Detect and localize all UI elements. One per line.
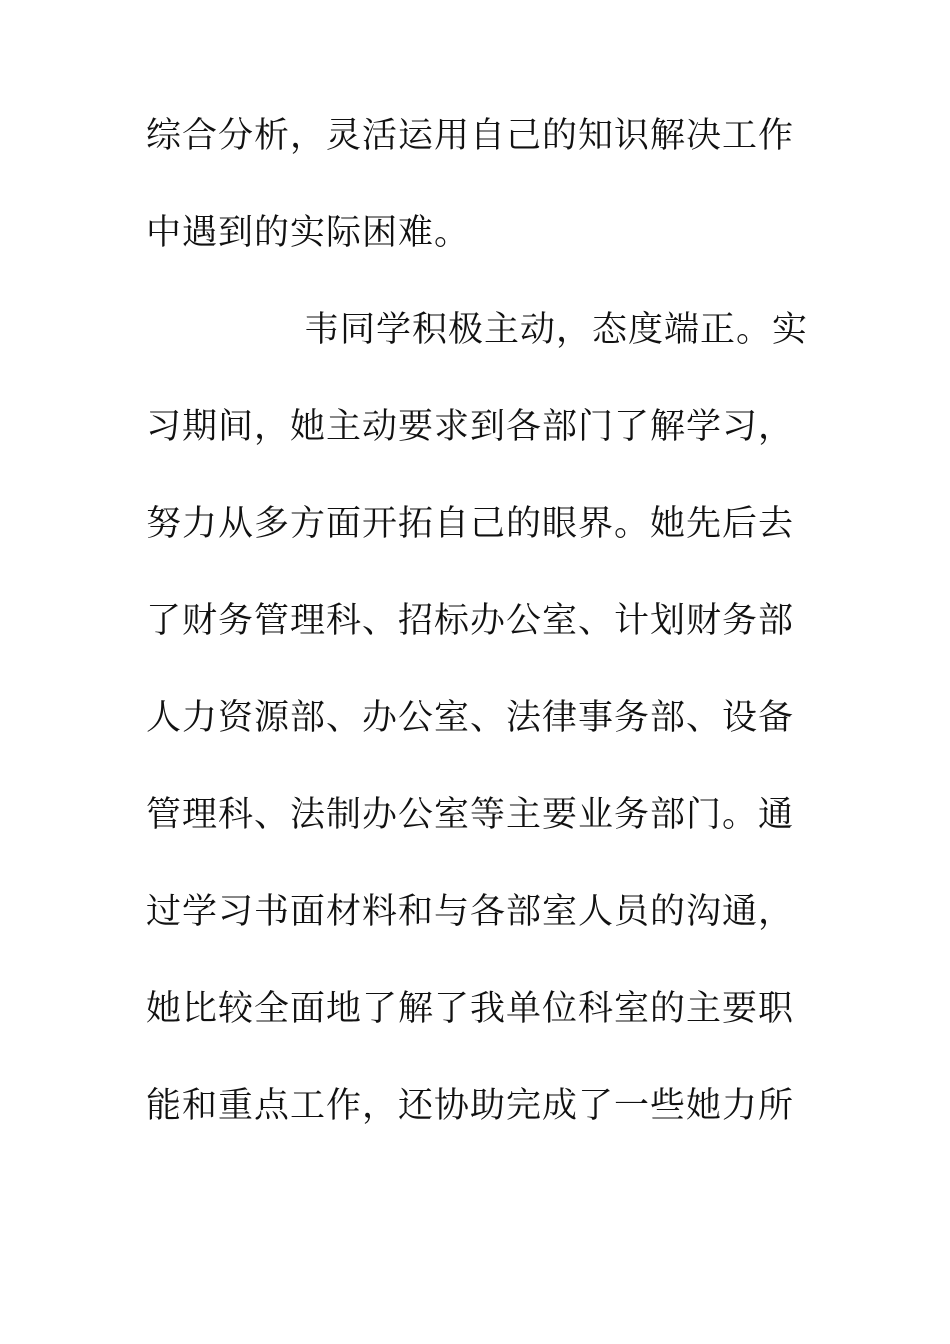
text-line: 努力从多方面开拓自己的眼界。她先后去 [146, 504, 795, 544]
text-line: 她比较全面地了解了我单位科室的主要职 [146, 989, 795, 1029]
text-line: 人力资源部、办公室、法律事务部、设备 [146, 698, 795, 738]
text-line: 过学习书面材料和与各部室人员的沟通， [146, 892, 795, 932]
text-line: 习期间，她主动要求到各部门了解学习， [146, 407, 795, 447]
text-line: 了财务管理科、招标办公室、计划财务部 [146, 601, 795, 641]
text-line: 综合分析，灵活运用自己的知识解决工作 [146, 116, 795, 156]
body-text [146, 116, 826, 1186]
text-line: 能和重点工作，还协助完成了一些她力所 [146, 1086, 795, 1126]
paragraph-start-line: 韦同学积极主动，态度端正。实 [304, 310, 809, 350]
text-line: 管理科、法制办公室等主要业务部门。通 [146, 795, 795, 835]
text-line: 中遇到的实际困难。 [146, 213, 471, 253]
